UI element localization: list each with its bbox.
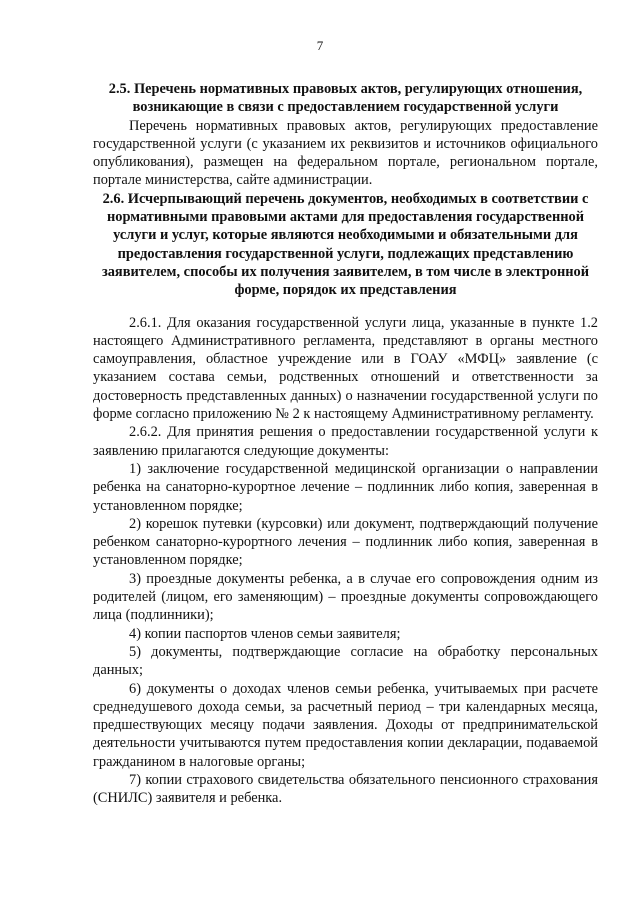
section-2-6-heading: 2.6. Исчерпывающий перечень документов, необходимых в соответствии с нормативными правовыми актами для предоставления государственной услуги и услуг, которые являются необходимыми и обязательными для предоставления государственной услуги, подлежащих представлению заявителем, способы их получения заявителем, в том числе в электронной форме, порядок их представления [101,190,590,299]
section-2-5-text: Перечень нормативных правовых актов, регулирующих предоставление государственной услуги (с указанием их реквизитов и источников официального опубликования), размещен на федеральном портале, региональном портале, портале министерства, сайте администрации. [93,117,598,189]
list-item: 5) документы, подтверждающие согласие на обработку персональных данных; [93,643,598,679]
paragraph-2-6-2: 2.6.2. Для принятия решения о предоставлении государственной услуги к заявлению прилагаются следующие документы: [93,424,598,459]
list-item: 1) заключение государственной медицинской организации о направлении ребенка на санаторно-курортное лечение – подлинник либо копия, заверенная в установленном порядке; [93,460,598,514]
list-item: 4) копии паспортов членов семьи заявителя; [129,625,401,642]
list-item: 6) документы о доходах членов семьи ребенка, учитываемых при расчете среднедушевого дохода семьи, за расчетный период – три календарных месяца, предшествующих месяцу подачи заявления. Доходы от предпринимательской деятельности учитываются путем предоставления копии декларации, подаваемой гражданином в налоговые органы; [93,680,598,770]
page-number: 7 [316,38,324,53]
page-content [93,80,598,808]
list-item: 7) копии страхового свидетельства обязательного пенсионного страхования (СНИЛС) заявителя и ребенка. [93,771,598,807]
section-2-5-heading: 2.5. Перечень нормативных правовых актов, регулирующих отношения, возникающие в связи с предоставлением государственной услуги [108,81,583,116]
list-item: 2) корешок путевки (курсовки) или документ, подтверждающий получение ребенком санаторно-курортного лечения – подлинник либо копия, заверенная в установленном порядке; [93,515,598,569]
paragraph-2-6-1: 2.6.1. Для оказания государственной услуги лица, указанные в пункте 1.2 настоящего Административного регламента, представляют в органы местного самоуправления, областное учреждение или в ГОАУ «МФЦ» заявление (с указанием состава семьи, родственных отношений и ответственности за достоверность представленных данных) о назначении государственной услуги по форме согласно приложению № 2 к настоящему Административному регламенту. [93,314,598,423]
list-item: 3) проездные документы ребенка, а в случае его сопровождения одним из родителей (лицом, его заменяющим) – проездные документы сопровождающего лица (подлинники); [93,570,598,624]
